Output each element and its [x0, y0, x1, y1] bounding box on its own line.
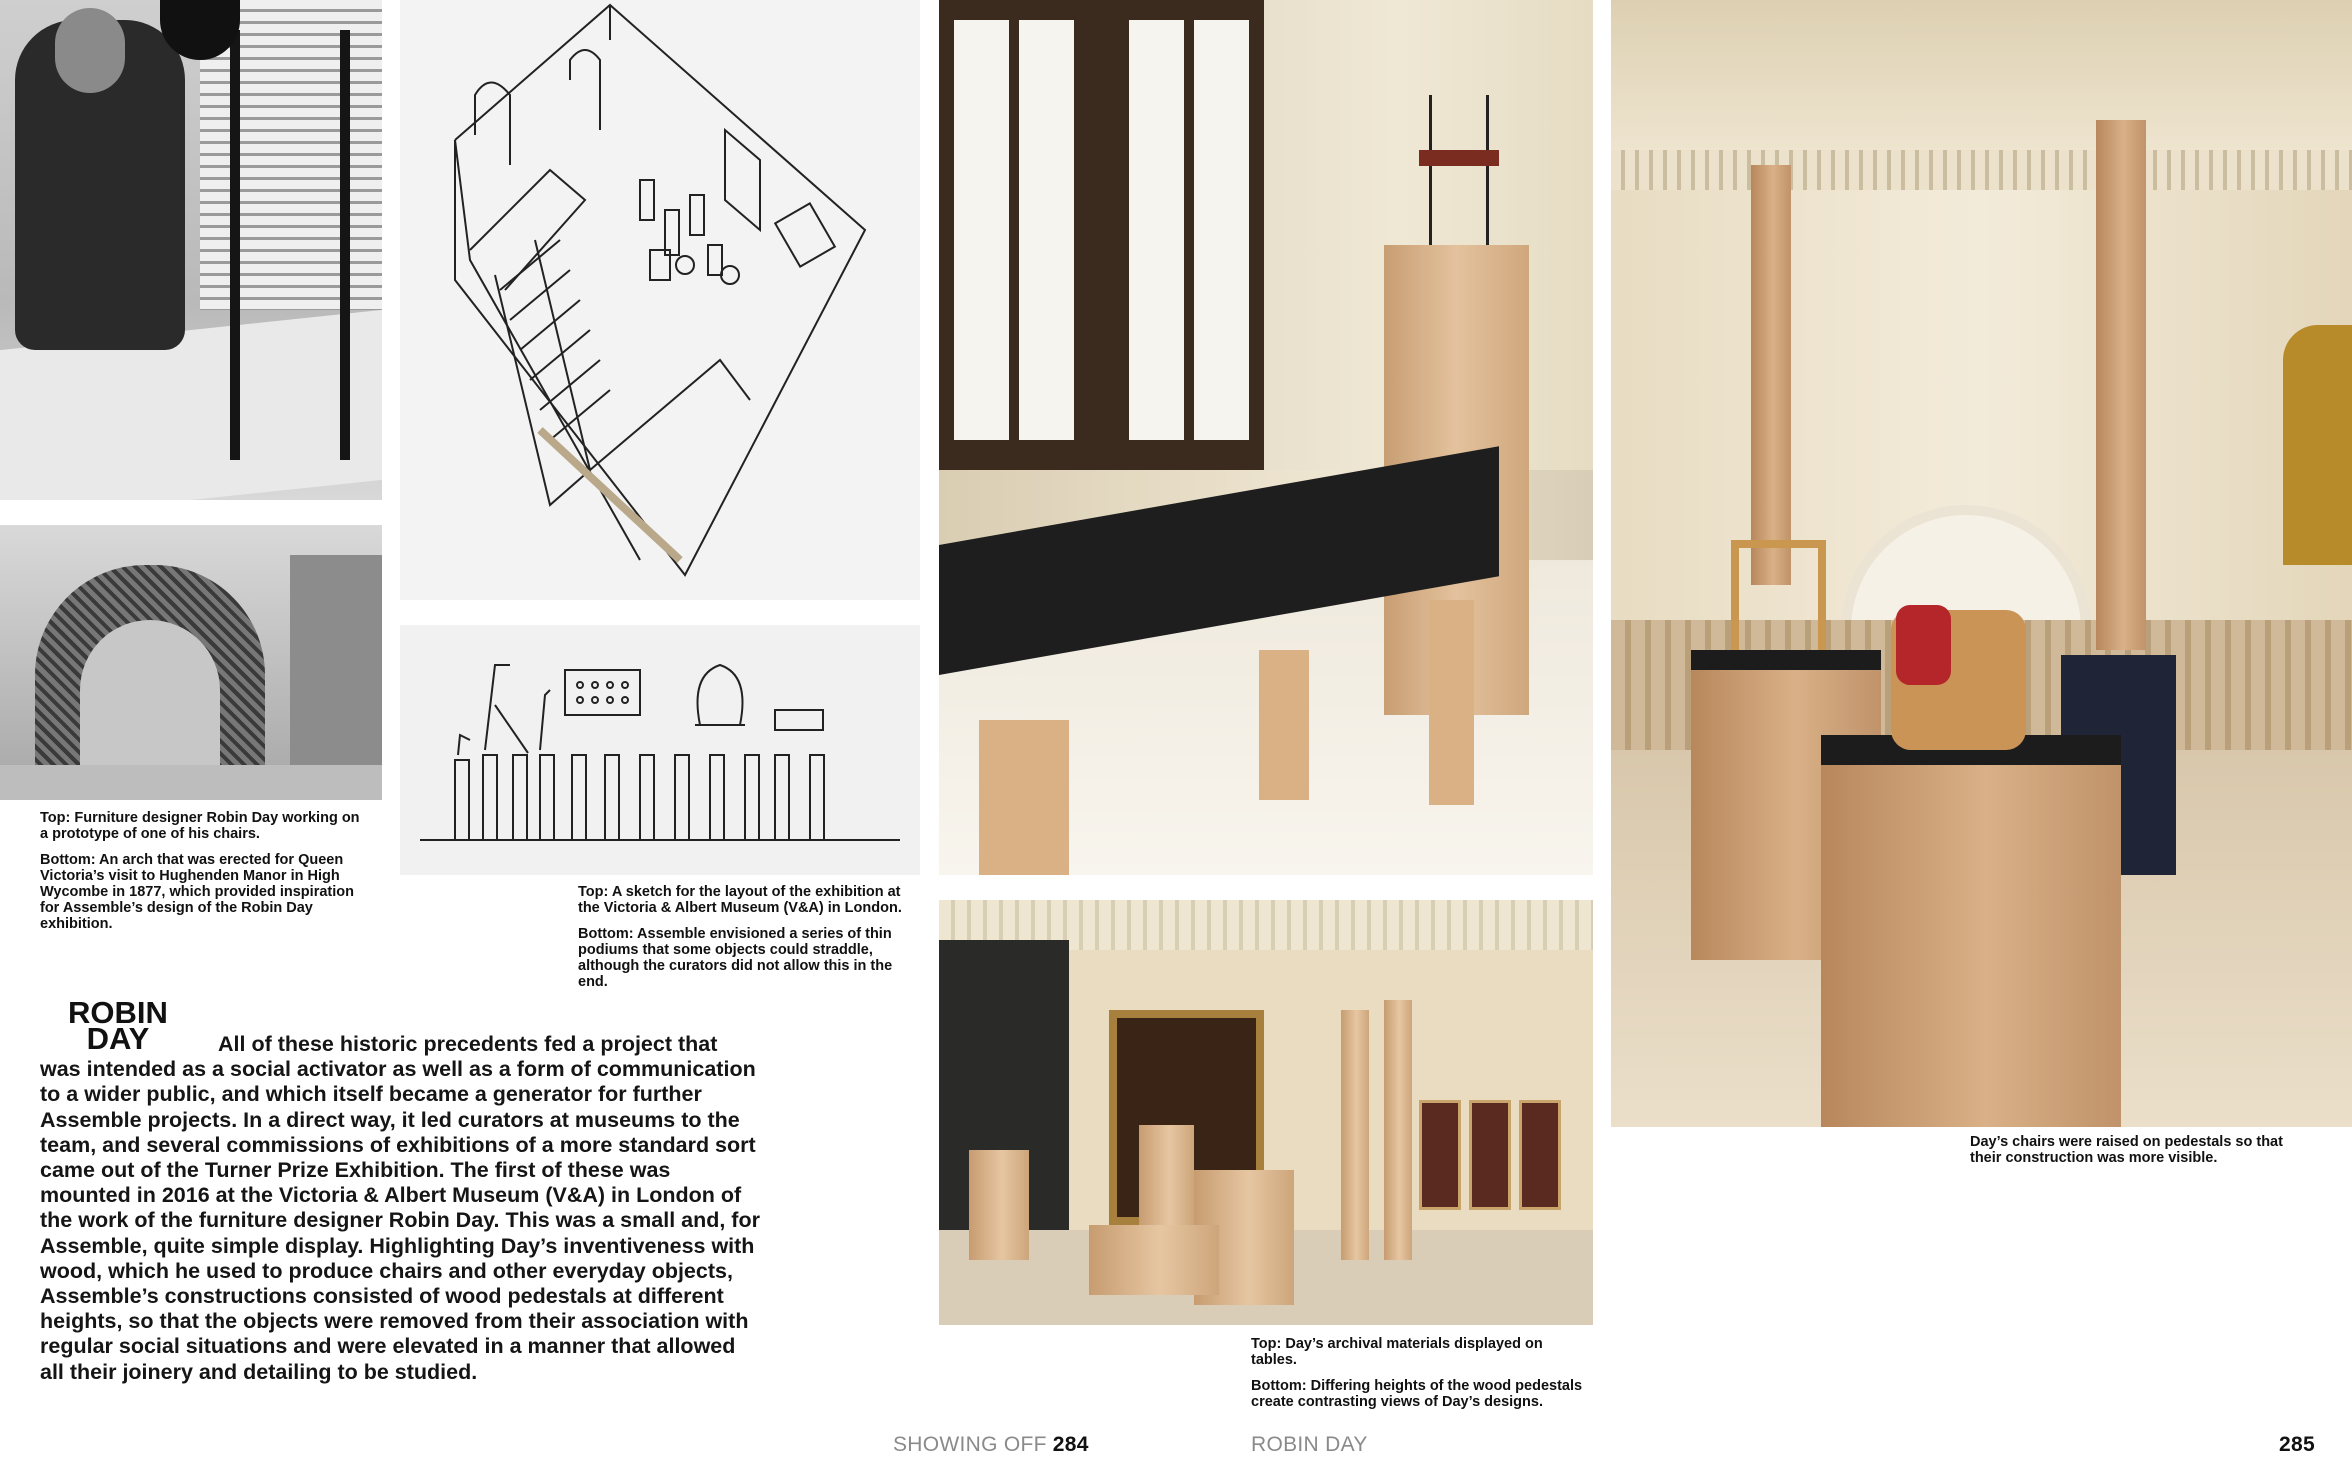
caption-gallery-bottom: Bottom: Differing heights of the wood pedestals create contrasting views of Day’s designs. [1251, 1378, 1583, 1410]
dropcap-line-1: ROBIN [68, 995, 168, 1030]
photo-raised-chairs [1611, 0, 2352, 1127]
sketch-exhibition-layout [400, 0, 920, 600]
folio-left-page: 284 [1052, 1433, 1089, 1456]
folio-right-section-label: ROBIN DAY [1251, 1433, 1368, 1456]
caption-gallery-top: Top: Day’s archival materials displayed on tables. [1251, 1336, 1543, 1368]
photo-designer-at-desk [0, 0, 382, 500]
caption-left [40, 810, 370, 942]
folio-right-page [2273, 1433, 2315, 1457]
folio-right-section [1251, 1433, 1368, 1457]
folio-right-page-number: 285 [2279, 1433, 2315, 1456]
photo-archival-tables [939, 0, 1593, 875]
folio-left [893, 1433, 1089, 1457]
caption-left-bottom: Bottom: An arch that was erected for Queen Victoria’s visit to Hughenden Manor in High Wycombe in 1877, which provided inspiration for Assemble’s design of the Robin Day exhibition. [40, 852, 354, 932]
caption-left-top: Top: Furniture designer Robin Day working on a prototype of one of his chairs. [40, 810, 360, 842]
dropcap-line-2: DAY [86, 1021, 150, 1056]
folio-left-section: SHOWING OFF [893, 1433, 1047, 1456]
article-body [40, 1032, 760, 1385]
caption-sketch-top: Top: A sketch for the layout of the exhibition at the Victoria & Albert Museum (V&A) in London. [578, 884, 902, 916]
caption-sketch-bottom: Bottom: Assemble envisioned a series of thin podiums that some objects could straddle, although the curators did not allow this in the end. [578, 926, 893, 990]
caption-gallery [1251, 1336, 1591, 1420]
article-body-text: All of these historic precedents fed a project that was intended as a social activator as well as a form of communication to a wider public, and which itself became a generator for further Assemble projects. In a direct way, it led curators at museums to the team, and several commissions of exhibitions of a more standard sort came out of the Turner Prize Exhibition. The first of these was mounted in 2016 at the Victoria & Albert Museum (V&A) in London of the work of the furniture designer Robin Day. This was a small and, for Assemble, quite simple display. Highlighting Day’s inventiveness with wood, which he used to produce chairs and other everyday objects, Assemble’s constructions consisted of wood pedestals at different heights, so that the objects were removed from their association with regular social situations and were elevated in a manner that allowed all their joinery and detailing to be studied. [40, 1032, 760, 1384]
photo-chair-arch [0, 525, 382, 800]
sketch-thin-podiums [400, 625, 920, 875]
caption-room [1970, 1134, 2315, 1176]
caption-sketches [578, 884, 923, 1000]
caption-room-text: Day’s chairs were raised on pedestals so that their construction was more visible. [1970, 1134, 2283, 1166]
photo-pedestal-heights [939, 900, 1593, 1325]
